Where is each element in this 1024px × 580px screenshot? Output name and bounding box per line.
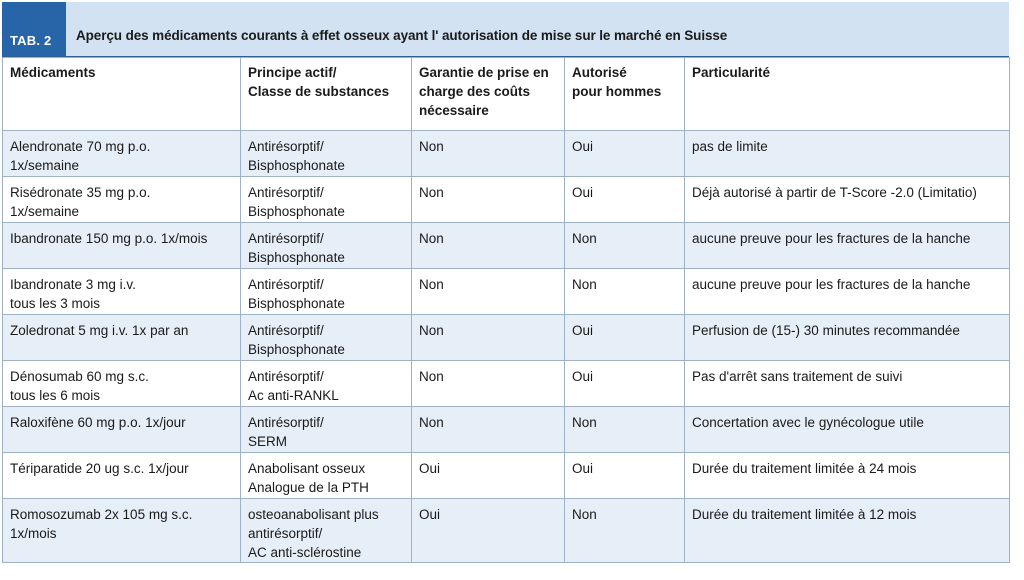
cell-particularite: Pas d'arrêt sans traitement de suivi: [685, 361, 1010, 407]
cell-garantie: Non: [412, 223, 565, 269]
cell-principe: Antirésorptif/ Bisphosphonate: [241, 223, 412, 269]
cell-hommes: Oui: [565, 361, 685, 407]
cell-medicament: Zoledronat 5 mg i.v. 1x par an: [3, 315, 241, 361]
table-row: [3, 315, 1010, 361]
cell-principe: Antirésorptif/ Ac anti-RANKL: [241, 361, 412, 407]
cell-hommes: Oui: [565, 453, 685, 499]
cell-particularite: Perfusion de (15-) 30 minutes recommandée: [685, 315, 1010, 361]
cell-principe: Antirésorptif/ Bisphosphonate: [241, 131, 412, 177]
cell-medicament: Ibandronate 3 mg i.v. tous les 3 mois: [3, 269, 241, 315]
cell-garantie: Oui: [412, 453, 565, 499]
cell-particularite: aucune preuve pour les fractures de la hanche: [685, 223, 1010, 269]
cell-garantie: Non: [412, 177, 565, 223]
header-garantie: Garantie de prise en charge des coûts nécessaire: [412, 58, 565, 131]
header-medicaments: Médicaments: [3, 58, 241, 131]
cell-principe: Antirésorptif/ Bisphosphonate: [241, 315, 412, 361]
cell-hommes: Non: [565, 407, 685, 453]
cell-medicament: Romosozumab 2x 105 mg s.c. 1x/mois: [3, 499, 241, 563]
table-row: [3, 361, 1010, 407]
table-row: [3, 131, 1010, 177]
cell-medicament: Ibandronate 150 mg p.o. 1x/mois: [3, 223, 241, 269]
cell-principe: Antirésorptif/ Bisphosphonate: [241, 269, 412, 315]
cell-hommes: Oui: [565, 315, 685, 361]
cell-garantie: Non: [412, 407, 565, 453]
cell-hommes: Non: [565, 223, 685, 269]
table-row: [3, 499, 1010, 563]
table-row: [3, 177, 1010, 223]
cell-medicament: Tériparatide 20 ug s.c. 1x/jour: [3, 453, 241, 499]
cell-hommes: Non: [565, 269, 685, 315]
cell-medicament: Dénosumab 60 mg s.c. tous les 6 mois: [3, 361, 241, 407]
cell-particularite: aucune preuve pour les fractures de la hanche: [685, 269, 1010, 315]
cell-medicament: Risédronate 35 mg p.o. 1x/semaine: [3, 177, 241, 223]
cell-garantie: Oui: [412, 499, 565, 563]
header-autorise-hommes: Autorisé pour hommes: [565, 58, 685, 131]
header-row: [3, 58, 1010, 131]
cell-principe: osteoanabolisant plus antirésorptif/ AC anti-sclérostine: [241, 499, 412, 563]
cell-particularite: Concertation avec le gynécologue utile: [685, 407, 1010, 453]
header-particularite: Particularité: [685, 58, 1010, 131]
table-title: Aperçu des médicaments courants à effet osseux ayant l' autorisation de mise sur le marché en Suisse: [76, 28, 728, 43]
medication-table-figure: [2, 2, 1009, 563]
table-title-bar: [2, 2, 1009, 57]
cell-medicament: Alendronate 70 mg p.o. 1x/semaine: [3, 131, 241, 177]
cell-hommes: Oui: [565, 131, 685, 177]
cell-principe: Anabolisant osseux Analogue de la PTH: [241, 453, 412, 499]
header-principe-actif: Principe actif/ Classe de substances: [241, 58, 412, 131]
cell-principe: Antirésorptif/ Bisphosphonate: [241, 177, 412, 223]
cell-hommes: Non: [565, 499, 685, 563]
cell-garantie: Non: [412, 315, 565, 361]
cell-garantie: Non: [412, 269, 565, 315]
table-row: [3, 269, 1010, 315]
table-row: [3, 453, 1010, 499]
tab-label: TAB. 2: [2, 2, 66, 56]
cell-particularite: Durée du traitement limitée à 24 mois: [685, 453, 1010, 499]
cell-hommes: Oui: [565, 177, 685, 223]
cell-garantie: Non: [412, 131, 565, 177]
cell-principe: Antirésorptif/ SERM: [241, 407, 412, 453]
cell-medicament: Raloxifène 60 mg p.o. 1x/jour: [3, 407, 241, 453]
table-row: [3, 407, 1010, 453]
cell-garantie: Non: [412, 361, 565, 407]
table-row: [3, 223, 1010, 269]
cell-particularite: Durée du traitement limitée à 12 mois: [685, 499, 1010, 563]
medication-table: [2, 57, 1010, 563]
cell-particularite: pas de limite: [685, 131, 1010, 177]
cell-particularite: Déjà autorisé à partir de T-Score -2.0 (Limitatio): [685, 177, 1010, 223]
